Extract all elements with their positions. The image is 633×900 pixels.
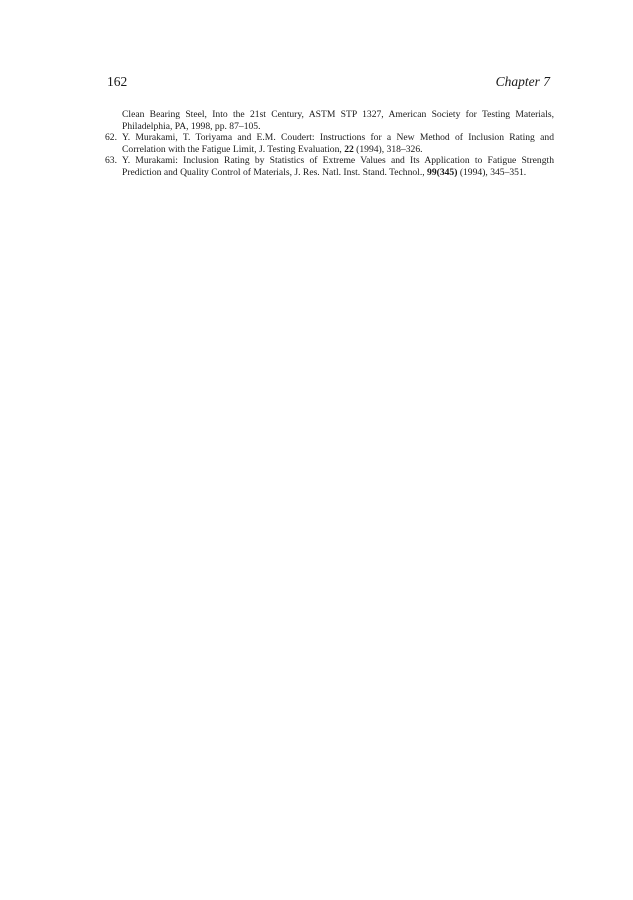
reference-text (122, 132, 554, 155)
reference-volume: 22 (344, 143, 354, 155)
reference-text-tail: (1994), 345–351. (457, 166, 527, 178)
reference-list (106, 109, 554, 178)
reference-item (106, 155, 554, 178)
running-head (107, 74, 550, 92)
chapter-label: Chapter 7 (495, 74, 550, 89)
reference-item (106, 132, 554, 155)
reference-item (106, 109, 554, 132)
page-number: 162 (107, 74, 128, 89)
reference-number: 62. (105, 132, 117, 143)
reference-text-tail: (1994), 318–326. (353, 143, 423, 155)
reference-text (122, 155, 554, 178)
reference-text-body: Y. Murakami: Inclusion Rating by Statistics of Extreme Values and Its Application to Fatigue Strength Prediction and Quality Control of Materials, J. Res. Natl. Inst. Stand. Technol., (122, 155, 554, 178)
reference-text: Clean Bearing Steel, Into the 21st Century, ASTM STP 1327, American Society for Testing Materials, Philadelphia, PA, 1998, pp. 87–105. (122, 109, 554, 132)
reference-number: 63. (105, 155, 117, 166)
reference-volume: 99(345) (427, 166, 458, 178)
reference-text-body: Y. Murakami, T. Toriyama and E.M. Coudert: Instructions for a New Method of Inclusion Rating and Correlation with the Fatigue Limit, J. Testing Evaluation, (122, 132, 554, 155)
